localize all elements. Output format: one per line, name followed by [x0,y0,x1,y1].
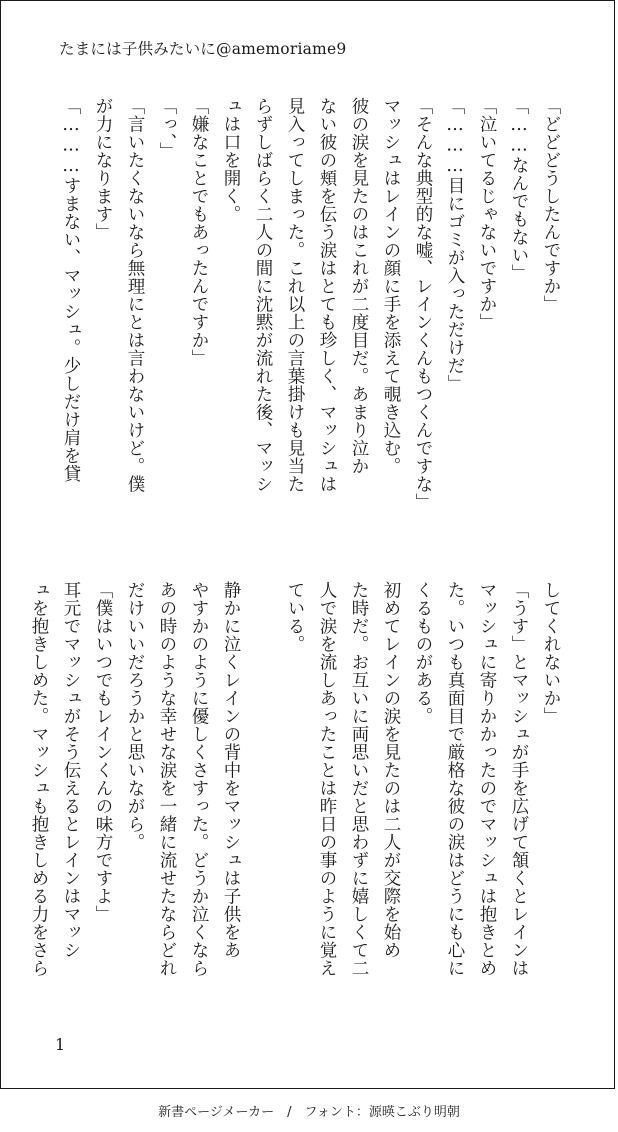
text-column: 人で涙を流しあったことは昨日の事のように覚え [317,581,337,977]
text-column: ュは口を開く。 [221,97,241,223]
text-column: 「うす」とマッシュが手を広げて頷くとレインは [509,581,529,977]
text-column: 耳元でマッシュがそう伝えるとレインはマッシ [61,581,81,959]
text-column: 見入ってしまった。これ以上の言葉掛けも見当た [285,97,305,493]
text-column: 「………すまない、マッシュ。少しだけ肩を貸 [61,97,81,483]
text-column: だけいいだろうかと思いながら。 [125,581,145,851]
footer-credit: 新書ページメーカー / フォント：源暎こぶり明朝 [158,1105,460,1120]
text-column: 「どどどうしたんですか」 [541,97,561,313]
text-column: 彼の涙を見たのはこれが二度目だ。あまり泣か [349,97,369,475]
text-column: た時だ。お互いに両思いだと思わずに嬉しくて二 [349,581,369,977]
text-column: やすかのように優しくさすった。どうか泣くなら [189,581,209,977]
text-column: 「……なんでもない」 [509,97,529,282]
text-column: 「泣いてるじゃないですか」 [477,97,497,331]
text-column: 初めてレインの涙を見たのは二人が交際を始め [381,581,401,959]
text-column: 「言いたくないなら無理にとは言わないけど。僕 [125,97,145,493]
text-column: 「嫌なことでもあったんですか」 [189,97,209,367]
text-column: ている。 [285,581,305,653]
text-block-top [55,97,567,522]
text-column: 静かに泣くレインの背中をマッシュは子供をあ [221,581,241,959]
text-column: してくれないか」 [541,581,561,725]
text-column: マッシュに寄りかかったのでマッシュは抱きとめ [477,581,497,977]
text-column: あの時のような幸せな涙を一緒に流せたならどれ [157,581,177,977]
text-column: くるものがある。 [413,581,433,725]
text-column: ュを抱きしめた。マッシュも抱きしめる力をさら [29,581,49,977]
page-header-title: たまには子供みたいに@amemoriame9 [59,40,347,58]
text-block-bottom [23,581,567,1006]
text-column: 「………目にゴミが入っただけだ」 [445,97,465,393]
text-column: 「そんな典型的な嘘、レインくんもつくんですな」 [413,97,433,511]
text-column: が力になります」 [93,97,113,241]
text-column: ない彼の頬を伝う涙はとても珍しく、マッシュは [317,97,337,493]
text-column: 「僕はいつでもレインくんの味方ですよ」 [93,581,113,923]
blank-line [247,581,279,1006]
text-column: らずしばらく二人の間に沈黙が流れた後、マッシ [253,97,273,493]
text-column: 「っ、」 [157,97,177,161]
text-column: た。いつも真面目で厳格な彼の涙はどうにも心に [445,581,465,977]
page-number: 1 [55,1035,66,1054]
text-column: マッシュはレインの顔に手を添えて覗き込む。 [381,97,401,475]
